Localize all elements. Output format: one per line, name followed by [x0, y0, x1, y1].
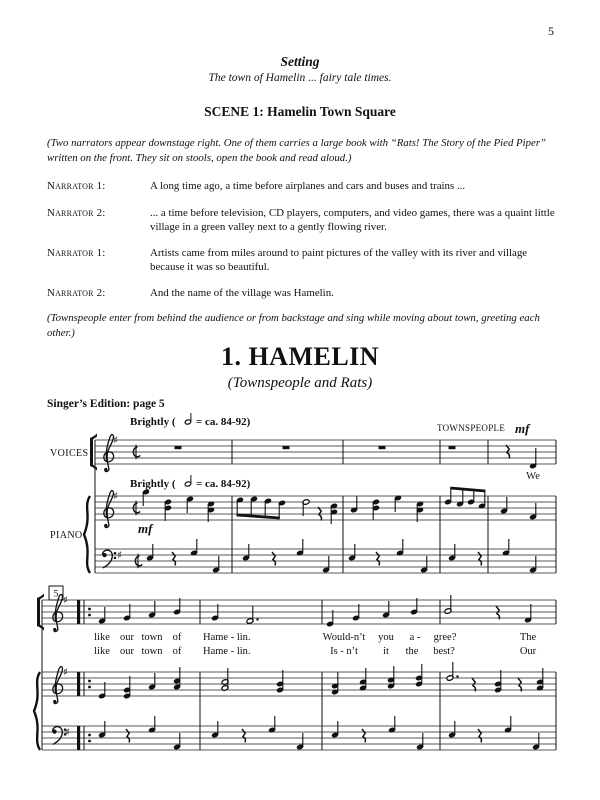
speaker-label: Narrator 2:: [47, 207, 106, 219]
svg-text:the: the: [405, 646, 419, 657]
svg-text:Hame - lin.: Hame - lin.: [203, 646, 251, 657]
svg-text:a -: a -: [409, 632, 421, 643]
stage-direction-townspeople: (Townspeople enter from behind the audience or from backstage and sing while moving about town, greeting each other.): [47, 312, 540, 339]
staff-label-voices: VOICES: [50, 448, 89, 459]
voices-staff: [90, 434, 556, 574]
svg-text:our: our: [120, 646, 134, 657]
tempo-word: Brightly (: [130, 416, 176, 428]
setting-heading: Setting: [280, 54, 320, 69]
piano-bass-staff: [42, 716, 556, 750]
half-note-icon: [184, 413, 191, 425]
svg-text:Brightly (: Brightly (: [130, 478, 176, 490]
tempo-metronome: = ca. 84-92): [196, 416, 251, 428]
song-title: 1. HAMELIN: [220, 342, 380, 371]
svg-text:♯: ♯: [65, 726, 71, 739]
svg-text:The: The: [519, 632, 537, 643]
svg-text:♯: ♯: [63, 666, 69, 679]
speaker-label: Narrator 1:: [47, 180, 106, 192]
tempo-marking-piano: [130, 475, 251, 490]
dialogue-row: [47, 287, 559, 301]
svg-text:best?: best?: [433, 646, 455, 657]
svg-text:of: of: [172, 632, 182, 643]
dialogue-row: [47, 247, 559, 274]
pickup-lyric: We: [526, 471, 540, 482]
bass-clef-icon: [103, 550, 117, 568]
dynamic-mf: mf: [515, 421, 530, 436]
speaker-label: Narrator 2:: [47, 287, 106, 299]
speaker-label: Narrator 1:: [47, 247, 106, 259]
svg-text:♯: ♯: [63, 594, 69, 607]
svg-text:5: 5: [53, 589, 59, 600]
dynamic-mf: mf: [138, 521, 153, 536]
svg-text:♯: ♯: [113, 490, 119, 503]
piano-treble-staff: [84, 488, 556, 573]
tempo-marking-voices: [130, 413, 251, 428]
lyrics-line-1: [94, 632, 536, 643]
key-signature-sharp: ♯: [113, 434, 119, 447]
lyrics-line-2: [94, 646, 537, 657]
piano-treble-staff: [34, 662, 556, 750]
svg-text:like: like: [94, 632, 110, 643]
scene-heading: SCENE 1: Hamelin Town Square: [204, 104, 396, 119]
svg-text:like: like: [94, 646, 110, 657]
svg-text:you: you: [378, 632, 394, 643]
piano-bass-staff: [95, 539, 556, 573]
music-system-1: [0, 412, 600, 582]
music-system-2: [0, 582, 600, 782]
svg-text:Would-n’t: Would-n’t: [322, 632, 366, 643]
measure-number-box: [49, 586, 63, 600]
dialogue-line: ... a time before television, CD players, computers, and video games, there was a quaint little village in a green valley next to a gently flowing river.: [150, 207, 555, 233]
svg-text:town: town: [141, 632, 163, 643]
svg-text:Is - n’t: Is - n’t: [330, 646, 358, 657]
half-note-icon: [184, 475, 191, 487]
piano-brace: [34, 672, 40, 750]
svg-text:town: town: [141, 646, 163, 657]
svg-text:our: our: [120, 632, 134, 643]
dialogue-line: A long time ago, a time before airplanes and cars and buses and trains ...: [150, 180, 466, 192]
svg-text:gree?: gree?: [433, 632, 457, 643]
stage-direction-opening: (Two narrators appear downstage right. One of them carries a large book with “Rats! The Story of the Pied Piper” written on the front. They sit on stools, open the book and read aloud.): [47, 137, 547, 164]
staff-label-piano: PIANO: [50, 530, 83, 541]
staff-bracket: [90, 438, 93, 466]
part-label: TOWNSPEOPLE: [437, 423, 506, 433]
dialogue-row: [47, 180, 559, 194]
edition-note: Singer’s Edition: page 5: [47, 398, 165, 410]
svg-text:it: it: [383, 646, 389, 657]
svg-text:Hame - lin.: Hame - lin.: [203, 632, 251, 643]
dialogue-row: [47, 207, 559, 234]
song-subtitle: (Townspeople and Rats): [227, 375, 373, 391]
dialogue-line: And the name of the village was Hamelin.: [150, 287, 334, 299]
svg-text:♯: ♯: [117, 549, 123, 562]
piano-brace: [84, 496, 90, 573]
setting-description: The town of Hamelin ... fairy tale times.: [208, 72, 392, 84]
svg-text:Our: Our: [519, 646, 537, 657]
svg-text:of: of: [172, 646, 182, 657]
page-number: 5: [548, 24, 554, 38]
dialogue-line: Artists came from miles around to paint pictures of the valley with its river and village because it was so beautiful.: [150, 247, 528, 273]
svg-text:= ca. 84-92): = ca. 84-92): [196, 478, 251, 490]
